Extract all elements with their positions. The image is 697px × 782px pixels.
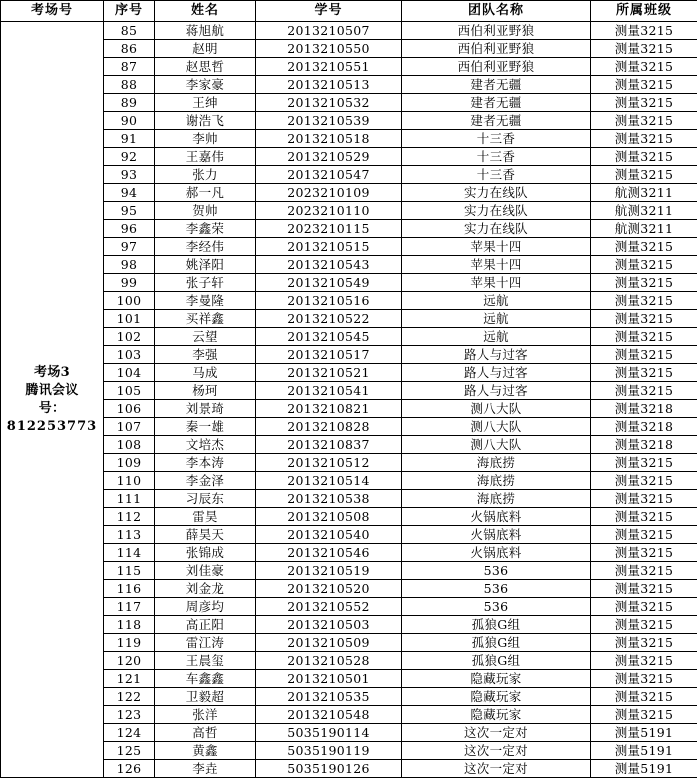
cell-team[interactable]: 孤狼G组 [402, 652, 591, 670]
cell-seq[interactable]: 98 [104, 256, 155, 274]
cell-name[interactable]: 高哲 [155, 724, 256, 742]
exam-room-line3: 号： [38, 400, 66, 416]
cell-student-id[interactable]: 2013210529 [256, 148, 402, 166]
cell-student-id[interactable]: 2013210522 [256, 310, 402, 328]
table-row [1, 670, 697, 688]
cell-student-id[interactable]: 2013210519 [256, 562, 402, 580]
cell-team[interactable]: 海底捞 [402, 454, 591, 472]
cell-name[interactable]: 李垚 [155, 760, 256, 778]
cell-seq[interactable]: 96 [104, 220, 155, 238]
cell-student-id[interactable]: 2013210828 [256, 418, 402, 436]
cell-name[interactable]: 张子轩 [155, 274, 256, 292]
cell-student-id[interactable]: 2013210550 [256, 40, 402, 58]
cell-seq[interactable]: 118 [104, 616, 155, 634]
table-row [1, 652, 697, 670]
cell-team[interactable]: 火锅底料 [402, 526, 591, 544]
cell-student-id[interactable]: 2013210541 [256, 382, 402, 400]
cell-class[interactable]: 测量3215 [591, 292, 697, 310]
cell-team[interactable]: 536 [402, 598, 591, 616]
cell-seq[interactable]: 123 [104, 706, 155, 724]
cell-class[interactable]: 测量3215 [591, 40, 697, 58]
cell-student-id[interactable]: 2013210507 [256, 22, 402, 40]
cell-name[interactable]: 薛昊天 [155, 526, 256, 544]
table-row [1, 580, 697, 598]
cell-seq[interactable]: 104 [104, 364, 155, 382]
cell-name[interactable]: 王晨玺 [155, 652, 256, 670]
cell-name[interactable]: 李强 [155, 346, 256, 364]
cell-seq[interactable]: 85 [104, 22, 155, 40]
cell-team[interactable]: 测八大队 [402, 418, 591, 436]
table-row [1, 400, 697, 418]
header-class[interactable]: 所属班级 [591, 1, 697, 22]
cell-seq[interactable]: 103 [104, 346, 155, 364]
cell-student-id[interactable]: 5035190114 [256, 724, 402, 742]
cell-team[interactable]: 孤狼G组 [402, 616, 591, 634]
cell-name[interactable]: 赵思哲 [155, 58, 256, 76]
cell-team[interactable]: 苹果十四 [402, 238, 591, 256]
cell-seq[interactable]: 120 [104, 652, 155, 670]
cell-seq[interactable]: 92 [104, 148, 155, 166]
cell-student-id[interactable]: 2013210512 [256, 454, 402, 472]
cell-name[interactable]: 习辰东 [155, 490, 256, 508]
cell-name[interactable]: 李本涛 [155, 454, 256, 472]
cell-student-id[interactable]: 2013210538 [256, 490, 402, 508]
cell-name[interactable]: 李帅 [155, 130, 256, 148]
cell-student-id[interactable]: 2013210548 [256, 706, 402, 724]
table-row [1, 346, 697, 364]
cell-class[interactable]: 测量3215 [591, 706, 697, 724]
cell-student-id[interactable]: 2013210501 [256, 670, 402, 688]
cell-name[interactable]: 李曼隆 [155, 292, 256, 310]
table-row [1, 58, 697, 76]
table-row [1, 22, 697, 40]
cell-class[interactable]: 测量3215 [591, 634, 697, 652]
cell-student-id[interactable]: 2023210110 [256, 202, 402, 220]
table-row [1, 472, 697, 490]
cell-seq[interactable]: 91 [104, 130, 155, 148]
cell-team[interactable]: 隐藏玩家 [402, 688, 591, 706]
cell-name[interactable]: 姚泽阳 [155, 256, 256, 274]
cell-class[interactable]: 测量3215 [591, 274, 697, 292]
cell-team[interactable]: 路人与过客 [402, 346, 591, 364]
cell-team[interactable]: 这次一定对 [402, 724, 591, 742]
cell-name[interactable]: 车鑫鑫 [155, 670, 256, 688]
cell-team[interactable]: 隐藏玩家 [402, 670, 591, 688]
cell-student-id[interactable]: 2013210509 [256, 634, 402, 652]
header-row [1, 1, 697, 22]
cell-name[interactable]: 周彦均 [155, 598, 256, 616]
cell-class[interactable]: 测量5191 [591, 724, 697, 742]
cell-team[interactable]: 火锅底料 [402, 544, 591, 562]
cell-name[interactable]: 刘佳豪 [155, 562, 256, 580]
cell-team[interactable]: 十三香 [402, 166, 591, 184]
cell-class[interactable]: 测量3215 [591, 310, 697, 328]
cell-student-id[interactable]: 2013210539 [256, 112, 402, 130]
cell-team[interactable]: 实力在线队 [402, 220, 591, 238]
cell-student-id[interactable]: 2013210552 [256, 598, 402, 616]
table-row [1, 508, 697, 526]
cell-class[interactable]: 测量3215 [591, 238, 697, 256]
table-row [1, 220, 697, 238]
cell-student-id[interactable]: 2013210514 [256, 472, 402, 490]
cell-name[interactable]: 买祥鑫 [155, 310, 256, 328]
cell-team[interactable]: 苹果十四 [402, 256, 591, 274]
cell-class[interactable]: 测量3215 [591, 148, 697, 166]
exam-room-line1: 考场3 [34, 364, 70, 380]
cell-team[interactable]: 这次一定对 [402, 760, 591, 778]
cell-class[interactable]: 测量3218 [591, 436, 697, 454]
cell-team[interactable]: 建者无疆 [402, 112, 591, 130]
cell-name[interactable]: 李金泽 [155, 472, 256, 490]
cell-team[interactable]: 苹果十四 [402, 274, 591, 292]
cell-name[interactable]: 杨珂 [155, 382, 256, 400]
cell-team[interactable]: 西伯利亚野狼 [402, 40, 591, 58]
table-row [1, 490, 697, 508]
cell-class[interactable]: 测量3215 [591, 652, 697, 670]
cell-student-id[interactable]: 2023210109 [256, 184, 402, 202]
table-row [1, 634, 697, 652]
cell-seq[interactable]: 113 [104, 526, 155, 544]
cell-student-id[interactable]: 2013210547 [256, 166, 402, 184]
table-row [1, 184, 697, 202]
table-row [1, 526, 697, 544]
cell-seq[interactable]: 115 [104, 562, 155, 580]
cell-student-id[interactable]: 2013210508 [256, 508, 402, 526]
cell-student-id[interactable]: 5035190126 [256, 760, 402, 778]
exam-room-line4: 812253773 [6, 418, 98, 434]
cell-name[interactable]: 贺帅 [155, 202, 256, 220]
cell-name[interactable]: 李鑫荣 [155, 220, 256, 238]
cell-team[interactable]: 实力在线队 [402, 202, 591, 220]
table-row [1, 238, 697, 256]
cell-class[interactable]: 测量3218 [591, 400, 697, 418]
table-row [1, 40, 697, 58]
cell-class[interactable]: 测量3218 [591, 418, 697, 436]
table-row [1, 274, 697, 292]
cell-class[interactable]: 测量5191 [591, 760, 697, 778]
cell-name[interactable]: 郝一凡 [155, 184, 256, 202]
cell-student-id[interactable]: 2023210115 [256, 220, 402, 238]
cell-class[interactable]: 测量3215 [591, 526, 697, 544]
cell-class[interactable]: 测量3215 [591, 328, 697, 346]
table-row [1, 436, 697, 454]
exam-room-cell[interactable] [1, 22, 104, 778]
cell-class[interactable]: 测量3215 [591, 544, 697, 562]
cell-team[interactable]: 建者无疆 [402, 76, 591, 94]
cell-class[interactable]: 测量5191 [591, 742, 697, 760]
cell-seq[interactable]: 86 [104, 40, 155, 58]
table-row [1, 76, 697, 94]
cell-team[interactable]: 测八大队 [402, 400, 591, 418]
cell-team[interactable]: 隐藏玩家 [402, 706, 591, 724]
header-exam-room[interactable]: 考场号 [1, 1, 104, 22]
cell-name[interactable]: 李家豪 [155, 76, 256, 94]
cell-student-id[interactable]: 2013210551 [256, 58, 402, 76]
table-row [1, 418, 697, 436]
cell-name[interactable]: 黄鑫 [155, 742, 256, 760]
header-seq[interactable]: 序号 [104, 1, 155, 22]
cell-class[interactable]: 测量3215 [591, 598, 697, 616]
table-row [1, 94, 697, 112]
cell-seq[interactable]: 95 [104, 202, 155, 220]
cell-team[interactable]: 海底捞 [402, 472, 591, 490]
table-row [1, 166, 697, 184]
cell-team[interactable]: 建者无疆 [402, 94, 591, 112]
cell-student-id[interactable]: 5035190119 [256, 742, 402, 760]
roster-body [1, 22, 697, 778]
cell-student-id[interactable]: 2013210545 [256, 328, 402, 346]
cell-class[interactable]: 测量3215 [591, 76, 697, 94]
cell-team[interactable]: 海底捞 [402, 490, 591, 508]
cell-seq[interactable]: 121 [104, 670, 155, 688]
cell-seq[interactable]: 106 [104, 400, 155, 418]
cell-student-id[interactable]: 2013210837 [256, 436, 402, 454]
cell-student-id[interactable]: 2013210532 [256, 94, 402, 112]
cell-seq[interactable]: 119 [104, 634, 155, 652]
table-row [1, 112, 697, 130]
cell-class[interactable]: 测量3215 [591, 562, 697, 580]
cell-team[interactable]: 西伯利亚野狼 [402, 58, 591, 76]
cell-student-id[interactable]: 2013210520 [256, 580, 402, 598]
table-row [1, 328, 697, 346]
cell-team[interactable]: 火锅底料 [402, 508, 591, 526]
cell-name[interactable]: 赵明 [155, 40, 256, 58]
cell-class[interactable]: 测量3215 [591, 112, 697, 130]
cell-class[interactable]: 测量3215 [591, 166, 697, 184]
cell-team[interactable]: 孤狼G组 [402, 634, 591, 652]
cell-name[interactable]: 云望 [155, 328, 256, 346]
cell-class[interactable]: 测量3215 [591, 670, 697, 688]
cell-team[interactable]: 十三香 [402, 130, 591, 148]
cell-seq[interactable]: 89 [104, 94, 155, 112]
table-row [1, 760, 697, 778]
cell-class[interactable]: 测量3215 [591, 454, 697, 472]
cell-seq[interactable]: 109 [104, 454, 155, 472]
cell-team[interactable]: 路人与过客 [402, 364, 591, 382]
exam-room-line2: 腾讯会议 [25, 382, 79, 398]
cell-team[interactable]: 远航 [402, 328, 591, 346]
table-row [1, 202, 697, 220]
cell-seq[interactable]: 114 [104, 544, 155, 562]
cell-seq[interactable]: 125 [104, 742, 155, 760]
cell-seq[interactable]: 112 [104, 508, 155, 526]
cell-name[interactable]: 王嘉伟 [155, 148, 256, 166]
cell-seq[interactable]: 97 [104, 238, 155, 256]
cell-student-id[interactable]: 2013210521 [256, 364, 402, 382]
cell-seq[interactable]: 105 [104, 382, 155, 400]
cell-name[interactable]: 张力 [155, 166, 256, 184]
table-row [1, 616, 697, 634]
cell-team[interactable]: 536 [402, 580, 591, 598]
cell-class[interactable]: 测量3215 [591, 22, 697, 40]
cell-name[interactable]: 张洋 [155, 706, 256, 724]
table-row [1, 382, 697, 400]
cell-name[interactable]: 雷江涛 [155, 634, 256, 652]
cell-name[interactable]: 卫毅超 [155, 688, 256, 706]
cell-class[interactable]: 航测3211 [591, 184, 697, 202]
cell-team[interactable]: 十三香 [402, 148, 591, 166]
cell-name[interactable]: 李经伟 [155, 238, 256, 256]
cell-team[interactable]: 这次一定对 [402, 742, 591, 760]
cell-student-id[interactable]: 2013210528 [256, 652, 402, 670]
cell-name[interactable]: 文培杰 [155, 436, 256, 454]
cell-seq[interactable]: 110 [104, 472, 155, 490]
cell-name[interactable]: 刘金龙 [155, 580, 256, 598]
cell-class[interactable]: 测量3215 [591, 472, 697, 490]
table-row [1, 688, 697, 706]
header-team-name[interactable]: 团队名称 [402, 1, 591, 22]
cell-class[interactable]: 测量3215 [591, 130, 697, 148]
cell-seq[interactable]: 117 [104, 598, 155, 616]
cell-student-id[interactable]: 2013210513 [256, 76, 402, 94]
cell-seq[interactable]: 108 [104, 436, 155, 454]
cell-seq[interactable]: 124 [104, 724, 155, 742]
table-row [1, 364, 697, 382]
cell-class[interactable]: 测量3215 [591, 580, 697, 598]
cell-seq[interactable]: 100 [104, 292, 155, 310]
cell-team[interactable]: 远航 [402, 310, 591, 328]
table-row [1, 562, 697, 580]
table-row [1, 742, 697, 760]
cell-class[interactable]: 测量3215 [591, 382, 697, 400]
cell-student-id[interactable]: 2013210518 [256, 130, 402, 148]
cell-name[interactable]: 王绅 [155, 94, 256, 112]
cell-name[interactable]: 雷昊 [155, 508, 256, 526]
cell-seq[interactable]: 94 [104, 184, 155, 202]
cell-student-id[interactable]: 2013210540 [256, 526, 402, 544]
cell-name[interactable]: 张锦成 [155, 544, 256, 562]
cell-student-id[interactable]: 2013210517 [256, 346, 402, 364]
table-row [1, 706, 697, 724]
cell-name[interactable]: 高正阳 [155, 616, 256, 634]
cell-seq[interactable]: 107 [104, 418, 155, 436]
cell-student-id[interactable]: 2013210515 [256, 238, 402, 256]
cell-student-id[interactable]: 2013210821 [256, 400, 402, 418]
table-row [1, 148, 697, 166]
table-row [1, 310, 697, 328]
cell-name[interactable]: 蒋旭航 [155, 22, 256, 40]
cell-seq[interactable]: 102 [104, 328, 155, 346]
cell-student-id[interactable]: 2013210516 [256, 292, 402, 310]
cell-name[interactable]: 刘景琦 [155, 400, 256, 418]
cell-class[interactable]: 测量3215 [591, 490, 697, 508]
cell-class[interactable]: 测量3215 [591, 256, 697, 274]
cell-class[interactable]: 测量3215 [591, 346, 697, 364]
cell-class[interactable]: 测量3215 [591, 688, 697, 706]
header-name[interactable]: 姓名 [155, 1, 256, 22]
cell-seq[interactable]: 87 [104, 58, 155, 76]
cell-seq[interactable]: 126 [104, 760, 155, 778]
cell-class[interactable]: 测量3215 [591, 508, 697, 526]
cell-name[interactable]: 马成 [155, 364, 256, 382]
cell-seq[interactable]: 111 [104, 490, 155, 508]
table-row [1, 724, 697, 742]
cell-class[interactable]: 测量3215 [591, 364, 697, 382]
cell-team[interactable]: 路人与过客 [402, 382, 591, 400]
table-row [1, 130, 697, 148]
cell-seq[interactable]: 90 [104, 112, 155, 130]
cell-seq[interactable]: 116 [104, 580, 155, 598]
cell-seq[interactable]: 101 [104, 310, 155, 328]
cell-seq[interactable]: 99 [104, 274, 155, 292]
cell-seq[interactable]: 122 [104, 688, 155, 706]
cell-team[interactable]: 536 [402, 562, 591, 580]
cell-class[interactable]: 航测3211 [591, 220, 697, 238]
cell-student-id[interactable]: 2013210503 [256, 616, 402, 634]
cell-team[interactable]: 测八大队 [402, 436, 591, 454]
table-row [1, 544, 697, 562]
cell-name[interactable]: 谢浩飞 [155, 112, 256, 130]
header-student-id[interactable]: 学号 [256, 1, 402, 22]
cell-class[interactable]: 航测3211 [591, 202, 697, 220]
table-row [1, 292, 697, 310]
cell-student-id[interactable]: 2013210535 [256, 688, 402, 706]
cell-student-id[interactable]: 2013210549 [256, 274, 402, 292]
cell-team[interactable]: 实力在线队 [402, 184, 591, 202]
cell-seq[interactable]: 93 [104, 166, 155, 184]
cell-student-id[interactable]: 2013210546 [256, 544, 402, 562]
cell-seq[interactable]: 88 [104, 76, 155, 94]
table-row [1, 256, 697, 274]
cell-class[interactable]: 测量3215 [591, 94, 697, 112]
cell-team[interactable]: 远航 [402, 292, 591, 310]
cell-class[interactable]: 测量3215 [591, 58, 697, 76]
cell-student-id[interactable]: 2013210543 [256, 256, 402, 274]
table-row [1, 598, 697, 616]
table-row [1, 454, 697, 472]
cell-name[interactable]: 秦一雄 [155, 418, 256, 436]
cell-class[interactable]: 测量3215 [591, 616, 697, 634]
cell-team[interactable]: 西伯利亚野狼 [402, 22, 591, 40]
